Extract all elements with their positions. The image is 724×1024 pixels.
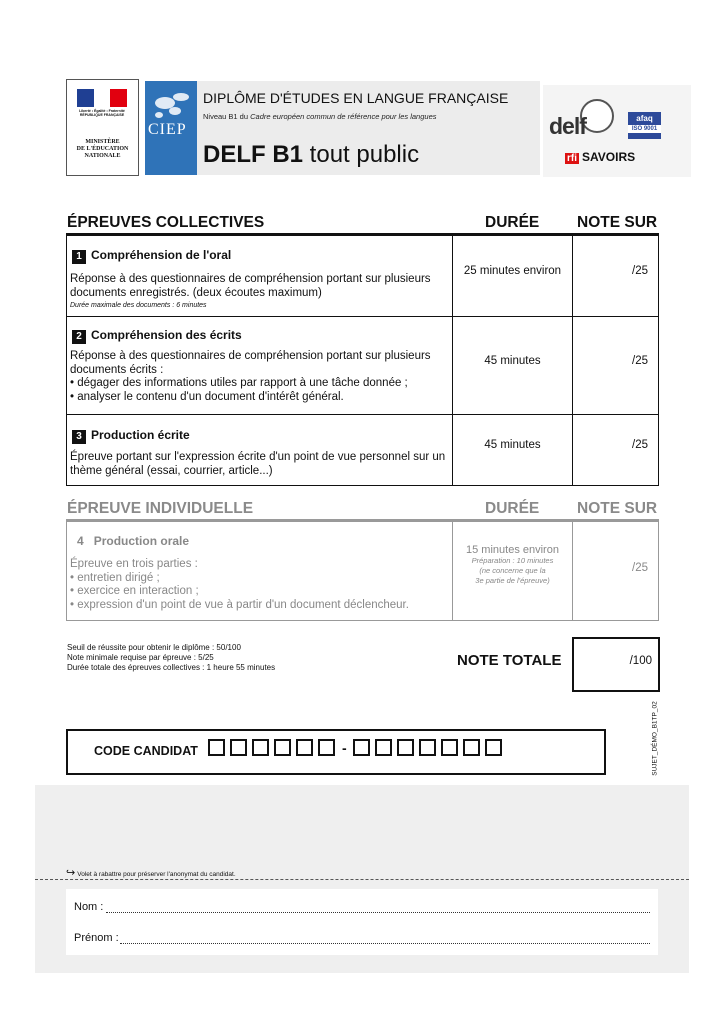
identity-panel xyxy=(66,889,658,955)
test-title: Compréhension des écrits xyxy=(91,328,242,342)
ciep-logo xyxy=(145,81,197,175)
prenom-label: Prénom : xyxy=(74,932,119,944)
test-4-duration: 15 minutes environ Préparation : 10 minutes (ne concerne que la 3e partie de l'épreuve) xyxy=(452,521,573,621)
individual-duration-header: DURÉE xyxy=(485,500,540,517)
test-2-duration: 45 minutes xyxy=(452,316,573,415)
afaq-logo: afaq ISO 9001 xyxy=(628,112,661,139)
candidate-code-label: CODE CANDIDAT xyxy=(94,744,198,758)
diploma-subtitle: Niveau B1 du Cadre européen commun de référence pour les langues xyxy=(203,112,437,121)
code-digit-field[interactable] xyxy=(441,739,458,756)
total-score-box xyxy=(572,637,660,692)
test-2-score: /25 xyxy=(572,316,659,415)
code-digit-field[interactable] xyxy=(375,739,392,756)
individual-score-header: NOTE SUR xyxy=(577,500,658,517)
total-score-value: /100 xyxy=(629,655,652,667)
code-digit-field[interactable] xyxy=(485,739,502,756)
delf-logo: delf xyxy=(549,113,586,139)
code-separator: - xyxy=(342,739,347,756)
code-digit-field[interactable] xyxy=(296,739,313,756)
french-flag-icon xyxy=(77,89,127,107)
test-number: 4 xyxy=(77,534,84,548)
diploma-title: DIPLÔME D'ÉTUDES EN LANGUE FRANÇAISE xyxy=(203,90,509,106)
test-3-duration: 45 minutes xyxy=(452,414,573,486)
test-number-badge: 3 xyxy=(72,430,86,444)
ministry-name: MINISTÈRE DE L'ÉDUCATION NATIONALE xyxy=(76,139,129,159)
candidate-code-digits xyxy=(208,739,507,756)
prenom-field[interactable] xyxy=(120,942,650,944)
test-4-description: 4 Production orale Épreuve en trois parties : • entretien dirigé ; • exercice en interaction ; • expression d'un point de vue à partir d'un document déclencheur. xyxy=(66,521,453,621)
candidate-code-box xyxy=(66,729,606,775)
test-4-score: /25 xyxy=(572,521,659,621)
nom-field[interactable] xyxy=(106,911,650,913)
test-1-score: /25 xyxy=(572,235,659,317)
nom-label: Nom : xyxy=(74,901,104,913)
ciep-logo-text: CIEP xyxy=(148,121,187,138)
code-digit-field[interactable] xyxy=(353,739,370,756)
fold-arrow-icon: ↪ xyxy=(66,867,76,879)
flag-republic: RÉPUBLIQUE FRANÇAISE xyxy=(79,113,125,117)
test-title: Compréhension de l'oral xyxy=(91,248,232,262)
test-1-duration: 25 minutes environ xyxy=(452,235,573,317)
collective-duration-header: DURÉE xyxy=(485,214,540,231)
test-number-badge: 1 xyxy=(72,250,86,264)
code-digit-field[interactable] xyxy=(463,739,480,756)
code-digit-field[interactable] xyxy=(208,739,225,756)
code-digit-field[interactable] xyxy=(252,739,269,756)
collective-score-header: NOTE SUR xyxy=(577,214,658,231)
code-digit-field[interactable] xyxy=(230,739,247,756)
test-note: Durée maximale des documents : 6 minutes xyxy=(70,302,207,309)
code-digit-field[interactable] xyxy=(419,739,436,756)
test-title: Production orale xyxy=(93,534,190,548)
test-2-description: 2 Compréhension des écrits Réponse à des questionnaires de compréhension portant sur plusieurs documents écrits : • dégager des informations utiles par rapport à une tâche donnée ; • analyser le contenu d'un document d'intérêt général. xyxy=(66,316,453,415)
test-1-description: 1 Compréhension de l'oral Réponse à des questionnaires de compréhension portant sur plusieurs documents enregistrés. (deux écoutes maximum) Durée maximale des documents : 6 minutes xyxy=(66,235,453,317)
code-digit-field[interactable] xyxy=(318,739,335,756)
code-digit-field[interactable] xyxy=(274,739,291,756)
code-digit-field[interactable] xyxy=(397,739,414,756)
flag-motto: Liberté • Égalité • Fraternité xyxy=(79,109,125,113)
passing-rules: Seuil de réussite pour obtenir le diplôme : 50/100 Note minimale requise par épreuve : 5/25 Durée totale des épreuves collectives : 1 heure 55 minutes xyxy=(67,643,276,672)
collective-heading: ÉPREUVES COLLECTIVES xyxy=(67,214,265,231)
rfi-savoirs-logo: rfi SAVOIRS xyxy=(567,150,636,164)
ministry-logo xyxy=(66,79,139,176)
partner-logos xyxy=(543,85,691,177)
individual-heading: ÉPREUVE INDIVIDUELLE xyxy=(67,500,254,517)
fold-line xyxy=(35,879,689,880)
test-3-score: /25 xyxy=(572,414,659,486)
test-number-badge: 2 xyxy=(72,330,86,344)
document-code: SUJET_DÉMO_B1TP_02 xyxy=(651,701,659,776)
test-3-description: 3 Production écrite Épreuve portant sur l'expression écrite d'un point de vue personnel sur un thème général (essai, courrier, article...) xyxy=(66,414,453,486)
exam-name: DELF B1 tout public xyxy=(203,141,420,168)
test-title: Production écrite xyxy=(91,428,190,442)
fold-note: ↪ Volet à rabattre pour préserver l'anonymat du candidat. xyxy=(66,867,236,879)
total-score-label: NOTE TOTALE xyxy=(457,652,562,669)
